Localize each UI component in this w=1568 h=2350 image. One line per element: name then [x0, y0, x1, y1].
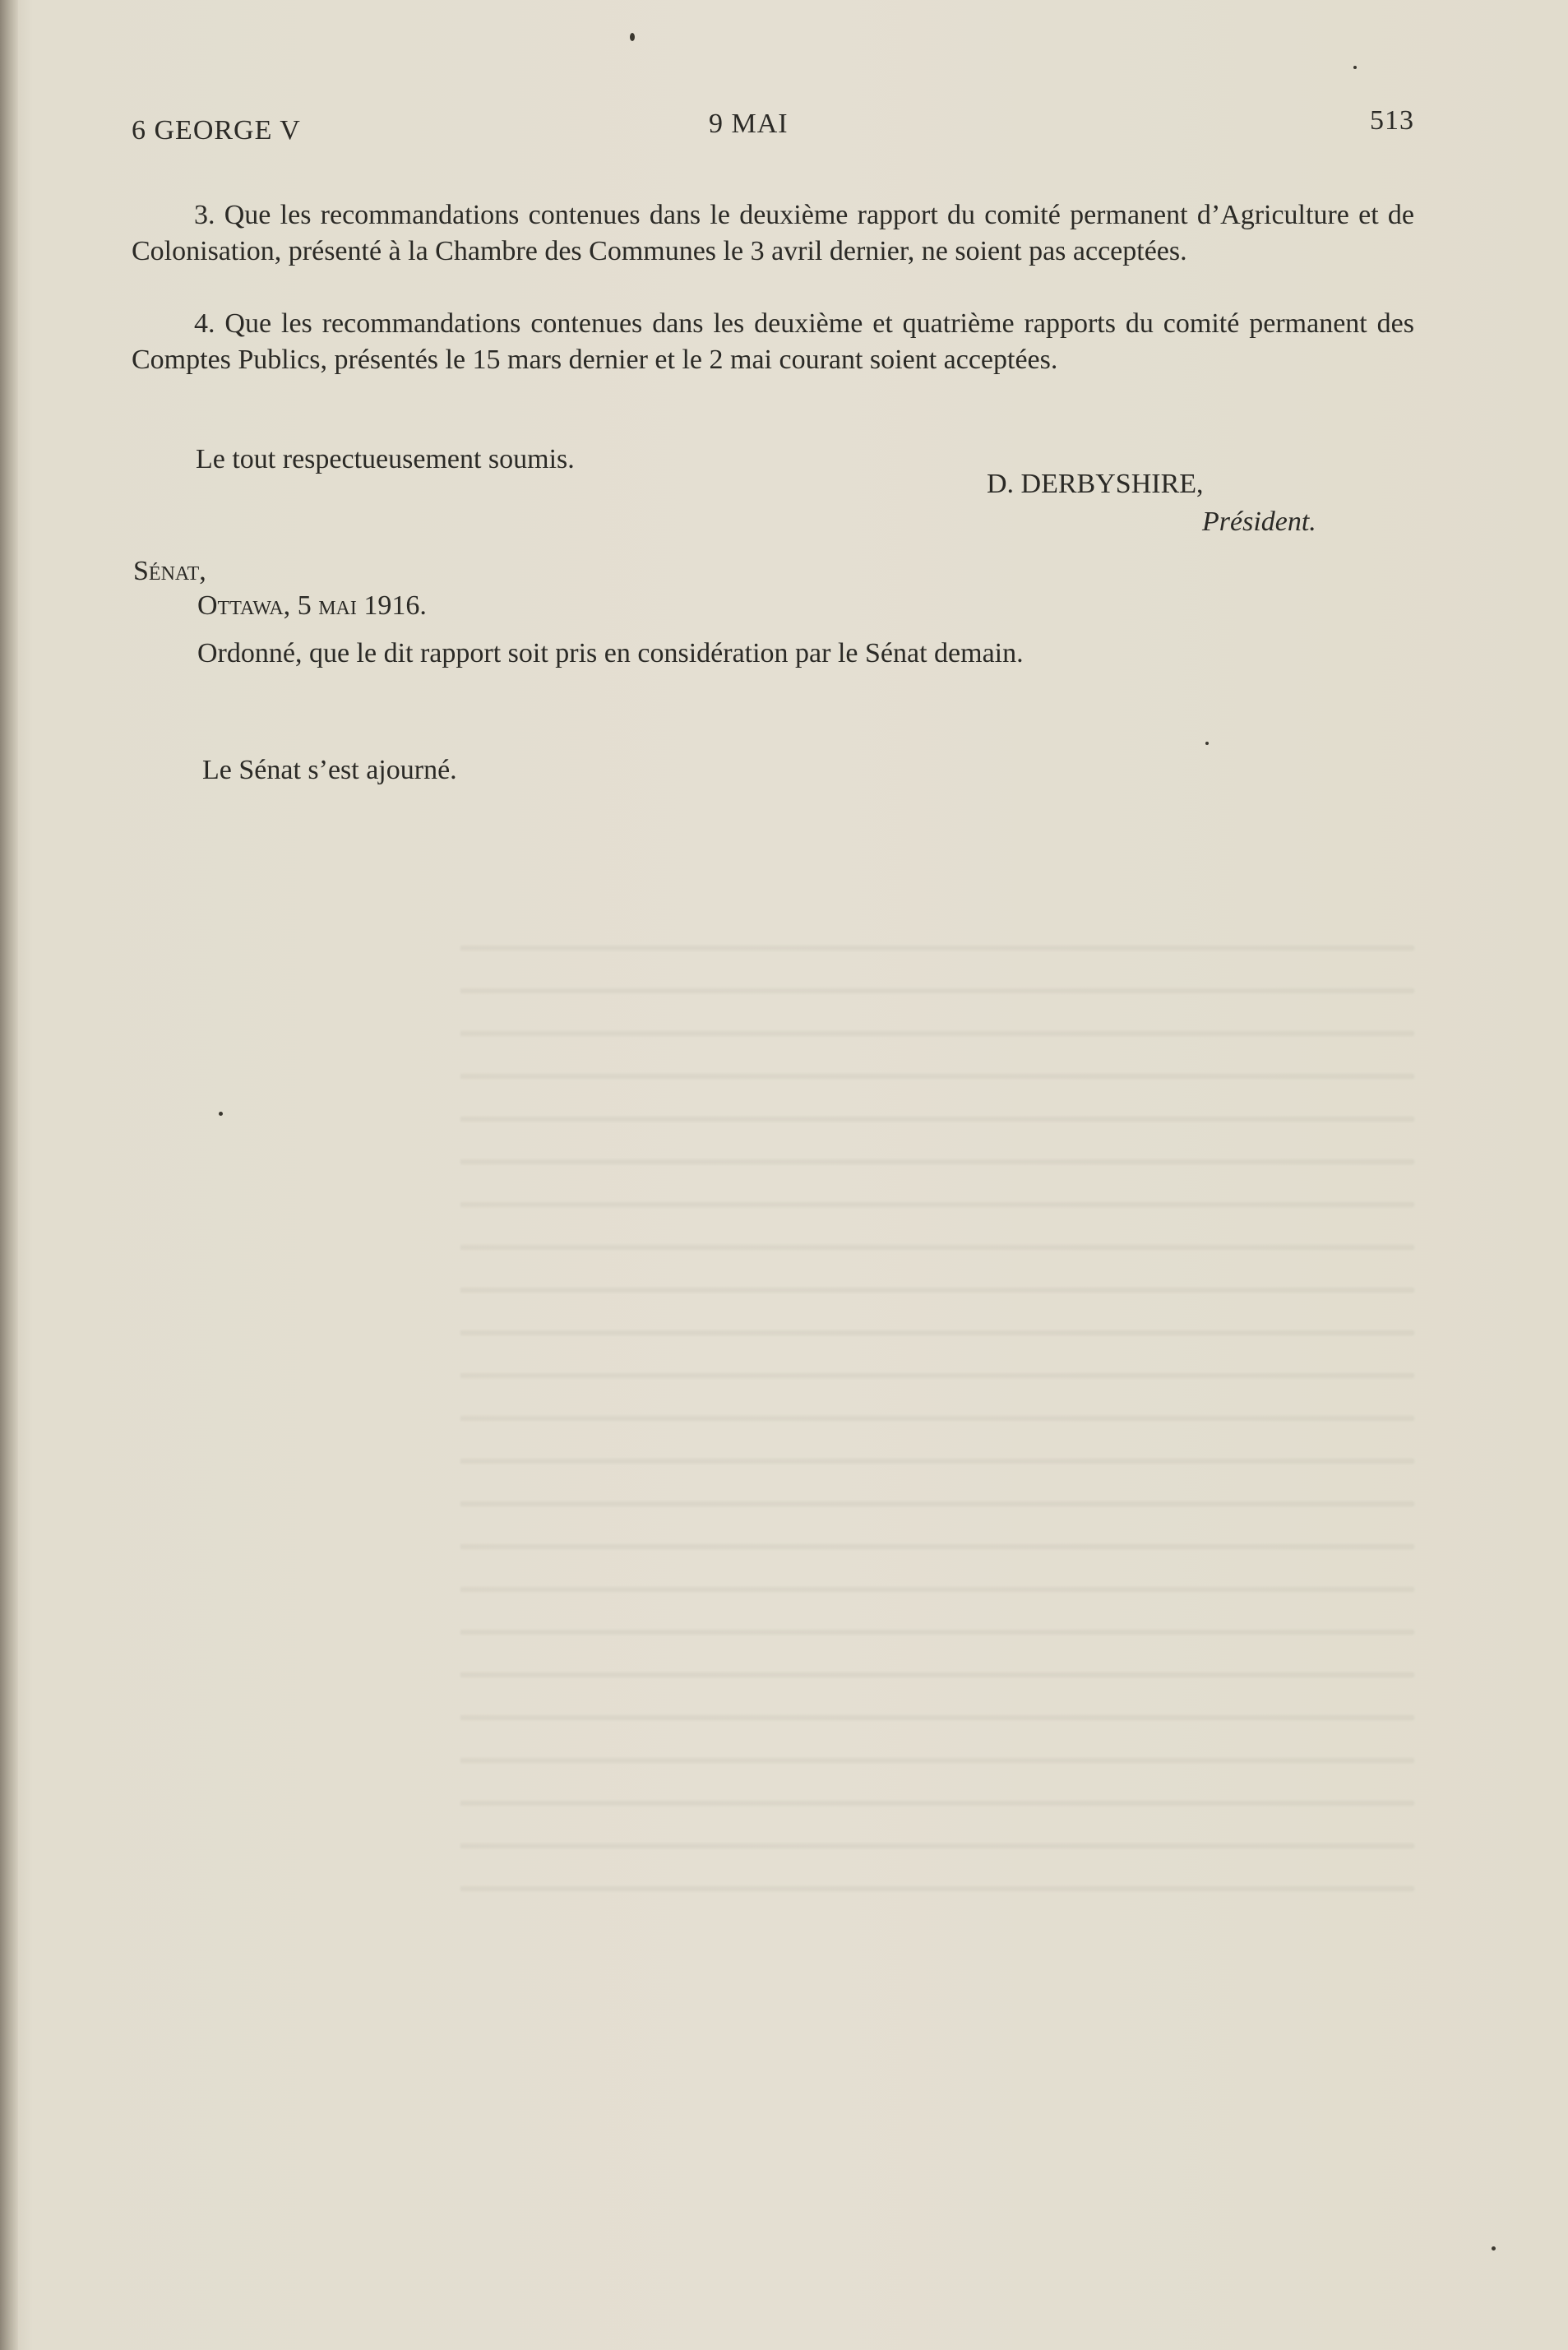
place-date-line — [197, 590, 427, 622]
recommendation-item-3: 3. Que les recommandations contenues dans le deuxième rapport du comité permanent d’Agriculture et de Colonisation, présenté à la Chambre des Communes le 3 avril dernier, ne soient pas acceptées. — [132, 200, 1414, 266]
binding-edge — [0, 0, 18, 2350]
adjournment-statement: Le Sénat s’est ajourné. — [202, 755, 457, 785]
signatory-name: D. DERBYSHIRE, — [987, 469, 1204, 499]
print-speck — [1353, 66, 1357, 69]
header-date: 9 MAI — [709, 109, 789, 139]
order-statement: Ordonné, que le dit rapport soit pris en considération par le Sénat demain. — [197, 638, 1024, 668]
show-through-bleed — [460, 921, 1414, 1924]
signatory-title: Président. — [1202, 507, 1316, 537]
recommendation-item-4: 4. Que les recommandations contenues dans les deuxième et quatrième rapports du comité permanent des Comptes Publics, présentés le 15 mars dernier et le 2 mai courant soient acceptées. — [132, 308, 1414, 375]
date: 5 mai 1916. — [297, 590, 427, 621]
print-speck — [219, 1112, 223, 1116]
print-speck — [1205, 742, 1209, 745]
page-number: 513 — [1370, 105, 1414, 136]
closing-line: Le tout respectueusement soumis. — [196, 444, 575, 474]
running-header — [132, 105, 1414, 150]
header-regnal-year: 6 GEORGE V — [132, 115, 301, 146]
place-name: Ottawa, — [197, 590, 291, 621]
print-speck — [1492, 2246, 1496, 2251]
print-speck — [630, 33, 635, 41]
place-heading: Sénat, — [133, 556, 206, 586]
